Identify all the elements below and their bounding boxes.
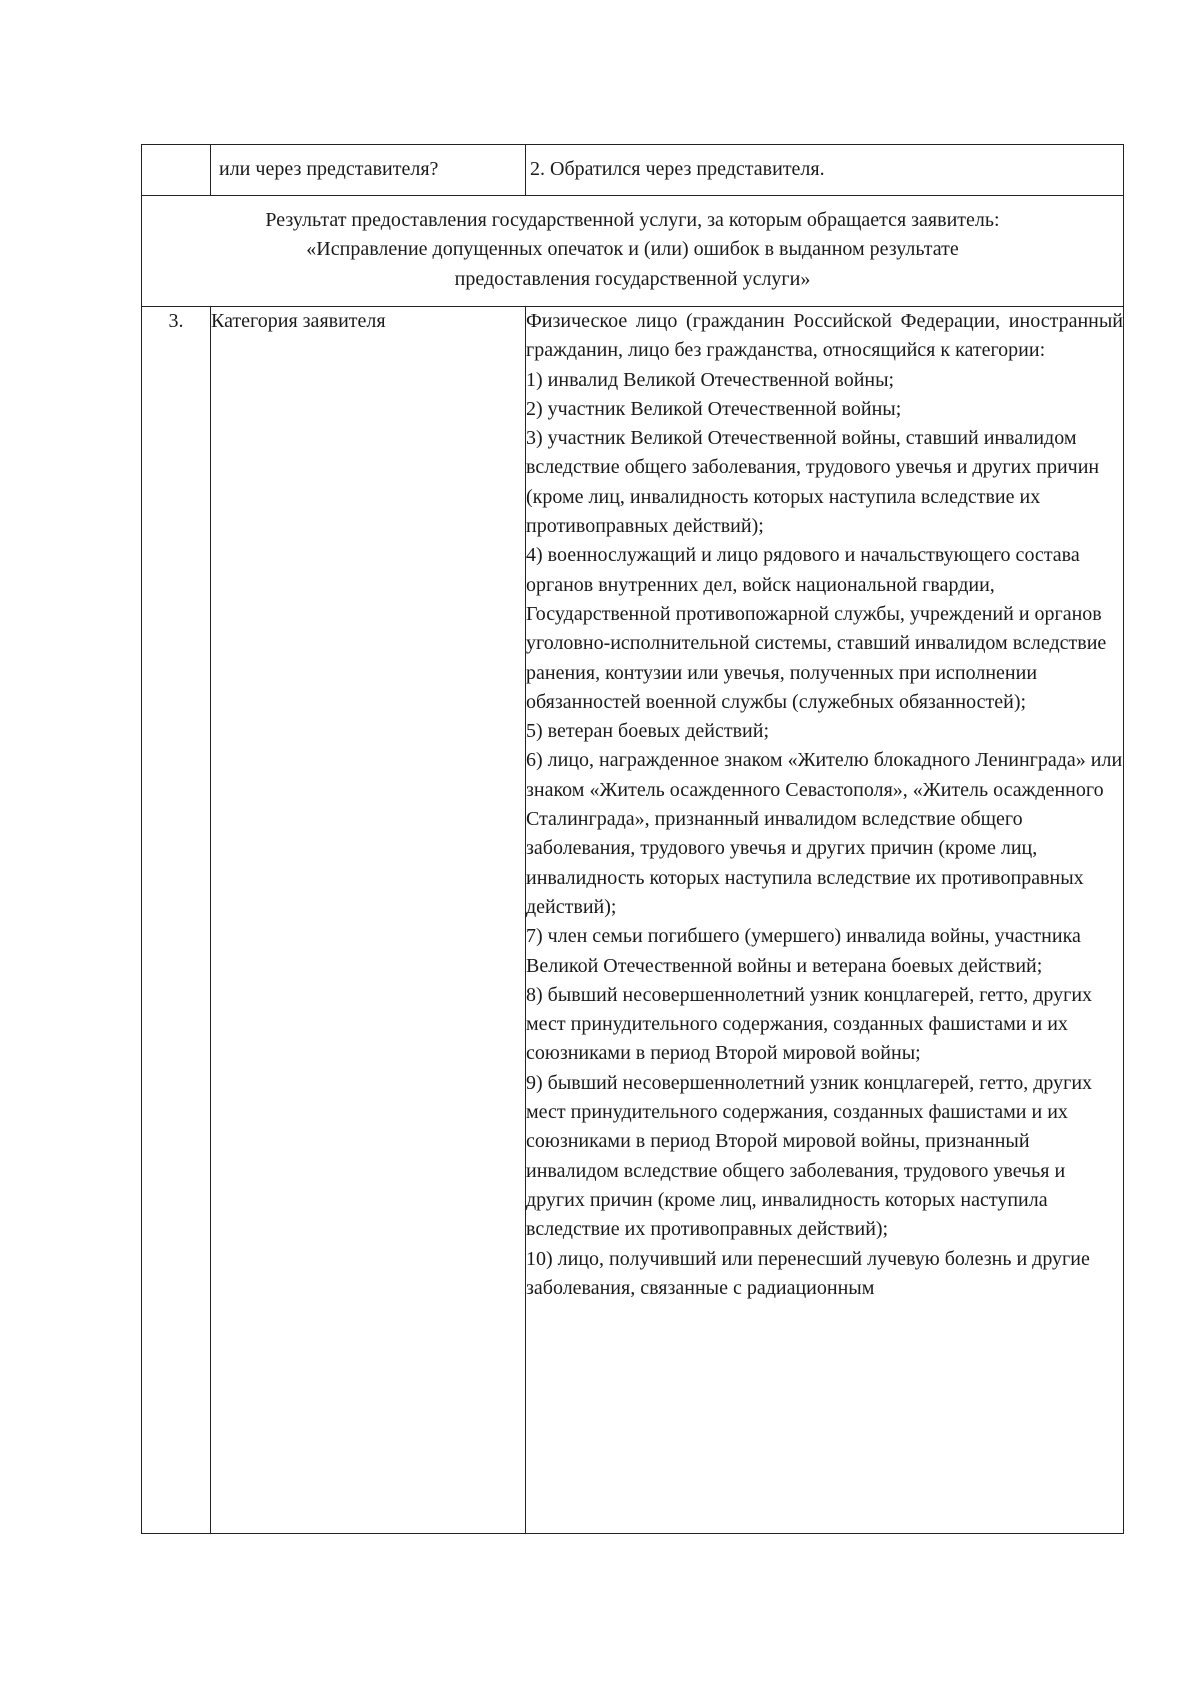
list-item: 7) член семьи погибшего (умершего) инвалида войны, участника Великой Отечественной войны и ветерана боевых действий; bbox=[526, 925, 1081, 977]
document-table bbox=[141, 144, 1124, 1534]
answer-text: 2. Обратился через представителя. bbox=[530, 158, 825, 180]
category-label: Категория заявителя bbox=[211, 307, 526, 1534]
list-item: 6) лицо, награжденное знаком «Жителю блокадного Ленинграда» или знаком «Житель осажденного Севастополя», «Житель осажденного Сталинграда», признанный инвалидом вследствие общего заболевания, трудового увечья и других причин (кроме лиц, инвалидность которых наступила вследствие их противоправных действий); bbox=[526, 749, 1123, 918]
list-item: 3) участник Великой Отечественной войны, ставший инвалидом вследствие общего заболевания, трудового увечья и других причин (кроме лиц, инвалидность которых наступила вследствие их противоправных действий); bbox=[526, 427, 1100, 538]
section-header-row bbox=[142, 196, 1124, 307]
section-header-cell bbox=[142, 196, 1124, 307]
section-header-line: Результат предоставления государственной услуги, за которым обращается заявитель: bbox=[265, 209, 1000, 231]
table-row bbox=[142, 307, 1124, 1534]
list-item: 9) бывший несовершеннолетний узник концлагерей, гетто, других мест принудительного содержания, созданных фашистами и их союзниками в период Второй мировой войны, признанный инвалидом вследствие общего заболевания, трудового увечья и других причин (кроме лиц, инвалидность которых наступила вследствие их противоправных действий); bbox=[526, 1071, 1093, 1241]
category-intro: Физическое лицо (гражданин Российской Федерации, иностранный гражданин, лицо без гражданства, относящийся к категории: bbox=[526, 310, 1123, 362]
category-list-cell bbox=[526, 307, 1124, 1534]
row-number: 3. bbox=[142, 307, 211, 1534]
list-item: 8) бывший несовершеннолетний узник концлагерей, гетто, других мест принудительного содержания, созданных фашистами и их союзниками в период Второй мировой войны; bbox=[526, 983, 1093, 1065]
list-item: 4) военнослужащий и лицо рядового и начальствующего состава органов внутренних дел, войск национальной гвардии, Государственной противопожарной службы, учреждений и органов уголовно-исполнительной системы, ставший инвалидом вследствие ранения, контузии или увечья, полученных при исполнении обязанностей военной службы (служебных обязанностей); bbox=[526, 544, 1107, 713]
list-item: 10) лицо, получивший или перенесший лучевую болезнь и другие заболевания, связанные с радиационным bbox=[526, 1247, 1090, 1299]
answer-cell bbox=[526, 145, 1124, 196]
table-row bbox=[142, 145, 1124, 196]
section-header-line: «Исправление допущенных опечаток и (или) ошибок в выданном результате bbox=[306, 238, 959, 261]
list-item: 5) ветеран боевых действий; bbox=[526, 720, 770, 743]
question-cell bbox=[211, 145, 526, 196]
question-text: или через представителя? bbox=[219, 158, 439, 180]
list-item: 1) инвалид Великой Отечественной войны; bbox=[526, 368, 895, 391]
row-number-cell bbox=[142, 145, 211, 196]
list-item: 2) участник Великой Отечественной войны; bbox=[526, 397, 902, 420]
section-header-line: предоставления государственной услуги» bbox=[454, 267, 811, 290]
